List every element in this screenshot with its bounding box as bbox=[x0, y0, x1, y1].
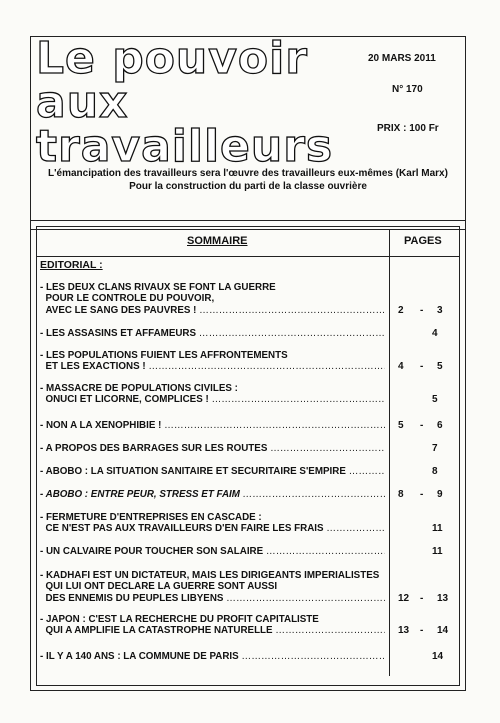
toc-page-number: 7 bbox=[432, 443, 438, 454]
toc-entry bbox=[40, 570, 385, 604]
toc-page-number: 4 bbox=[432, 328, 438, 339]
toc-page-end: 9 bbox=[437, 489, 443, 500]
toc-entry bbox=[40, 328, 385, 339]
toc-entry bbox=[40, 512, 385, 535]
toc-page-number: 8 bbox=[432, 466, 438, 477]
toc-page-dash: - bbox=[420, 361, 424, 373]
header-row-divider bbox=[36, 256, 460, 257]
toc-entry-line: - A PROPOS DES BARRAGES SUR LES ROUTES …………………………………………………………………………………………………… bbox=[40, 443, 385, 454]
toc-page-dash: - bbox=[420, 592, 424, 604]
title-line-2: aux bbox=[36, 77, 129, 128]
toc-entry bbox=[40, 546, 385, 557]
toc-entry-line: POUR LE CONTROLE DU POUVOIR, bbox=[40, 293, 215, 305]
issue-price: PRIX : 100 Fr bbox=[377, 123, 439, 134]
toc-entry-line: - FERMETURE D'ENTREPRISES EN CASCADE : bbox=[40, 512, 262, 523]
toc-entry bbox=[40, 614, 385, 637]
toc-page-start: 8 bbox=[398, 489, 404, 500]
toc-page-start: 2 bbox=[398, 304, 404, 316]
toc-entry bbox=[40, 350, 385, 373]
toc-entry-line: - MASSACRE DE POPULATIONS CIVILES : bbox=[40, 383, 238, 394]
toc-page-number: 11 bbox=[432, 523, 443, 535]
toc-entry-line: - LES DEUX CLANS RIVAUX SE FONT LA GUERRE bbox=[40, 282, 276, 293]
toc-entry bbox=[40, 651, 385, 662]
toc-entry-line: CE N'EST PAS AUX TRAVAILLEURS D'EN FAIRE LES FRAIS …………………………………………………………………………………………………… bbox=[40, 523, 385, 534]
toc-page-dash: - bbox=[420, 304, 424, 316]
section-editorial: EDITORIAL : bbox=[40, 259, 103, 271]
pages-heading: PAGES bbox=[404, 235, 442, 247]
issue-date: 20 MARS 2011 bbox=[368, 53, 436, 64]
pages-column-divider bbox=[389, 230, 390, 676]
toc-entry-line: ONUCI ET LICORNE, COMPLICES ! …………………………………………………………………………………………………… bbox=[40, 394, 385, 405]
toc-page-number: 14 bbox=[432, 651, 444, 662]
toc-heading: SOMMAIRE bbox=[187, 235, 248, 247]
toc-page-end: 14 bbox=[437, 625, 449, 637]
toc-entry-line: - NON A LA XENOPHIBIE ! …………………………………………………………………………………………………… bbox=[40, 420, 385, 431]
tagline-mission: Pour la construction du parti de la classe ouvrière bbox=[129, 181, 367, 192]
toc-entry-line: AVEC LE SANG DES PAUVRES ! …………………………………………………………………………………………………… bbox=[40, 305, 385, 316]
title-line-3: travailleurs bbox=[36, 121, 334, 172]
toc-page-start: 13 bbox=[398, 625, 410, 637]
title-line-1: Le pouvoir bbox=[36, 33, 308, 84]
toc-entry bbox=[40, 489, 385, 500]
toc-page-start: 12 bbox=[398, 592, 410, 604]
toc-page-dash: - bbox=[420, 489, 424, 500]
toc-page-dash: - bbox=[420, 420, 424, 431]
toc-entry-line: QUI LUI ONT DECLARE LA GUERRE SONT AUSSI bbox=[40, 581, 278, 593]
toc-page-number: 11 bbox=[432, 546, 443, 557]
toc-entry-line: DES ENNEMIS DU PEUPLES LIBYENS …………………………………………………………………………………………………… bbox=[40, 593, 385, 604]
toc-page-end: 3 bbox=[437, 304, 443, 316]
toc-entry-line: ET LES EXACTIONS ! …………………………………………………………………………………………………… bbox=[40, 361, 385, 372]
toc-entry-line: - LES POPULATIONS FUIENT LES AFFRONTEMENTS bbox=[40, 350, 288, 361]
toc-entry bbox=[40, 466, 385, 477]
tagline-quote: L'émancipation des travailleurs sera l'œuvre des travailleurs eux-mêmes (Karl Marx) bbox=[48, 168, 448, 179]
issue-number: N° 170 bbox=[392, 84, 423, 95]
toc-page-start: 5 bbox=[398, 420, 404, 431]
toc-entry-line: - ABOBO : LA SITUATION SANITAIRE ET SECURITAIRE S'EMPIRE …………………………………………………………………………………………………… bbox=[40, 466, 385, 477]
toc-page-end: 13 bbox=[437, 592, 449, 604]
toc-page-end: 6 bbox=[437, 420, 443, 431]
toc-entry-line: QUI A AMPLIFIE LA CATASTROPHE NATURELLE …………………………………………………………………………………………………… bbox=[40, 625, 385, 636]
toc-entry-line: - IL Y A 140 ANS : LA COMMUNE DE PARIS …………………………………………………………………………………………………… bbox=[40, 651, 385, 662]
toc-entry bbox=[40, 420, 385, 431]
toc-page-end: 5 bbox=[437, 361, 443, 373]
toc-entry bbox=[40, 443, 385, 454]
toc-entry-line: - KADHAFI EST UN DICTATEUR, MAIS LES DIRIGEANTS IMPERIALISTES bbox=[40, 570, 380, 581]
toc-entry-line: - ABOBO : ENTRE PEUR, STRESS ET FAIM …………………………………………………………………………………………………… bbox=[40, 489, 385, 500]
toc-page-dash: - bbox=[420, 625, 424, 637]
toc-entry-line: - JAPON : C'EST LA RECHERCHE DU PROFIT CAPITALISTE bbox=[40, 614, 319, 625]
toc-entry-line: - LES ASSASINS ET AFFAMEURS …………………………………………………………………………………………………… bbox=[40, 328, 385, 339]
toc-entry bbox=[40, 383, 385, 406]
toc-entry bbox=[40, 282, 385, 316]
toc-page-start: 4 bbox=[398, 361, 404, 373]
toc-page-number: 5 bbox=[432, 394, 438, 406]
toc-entry-line: - UN CALVAIRE POUR TOUCHER SON SALAIRE …………………………………………………………………………………………………… bbox=[40, 546, 385, 557]
